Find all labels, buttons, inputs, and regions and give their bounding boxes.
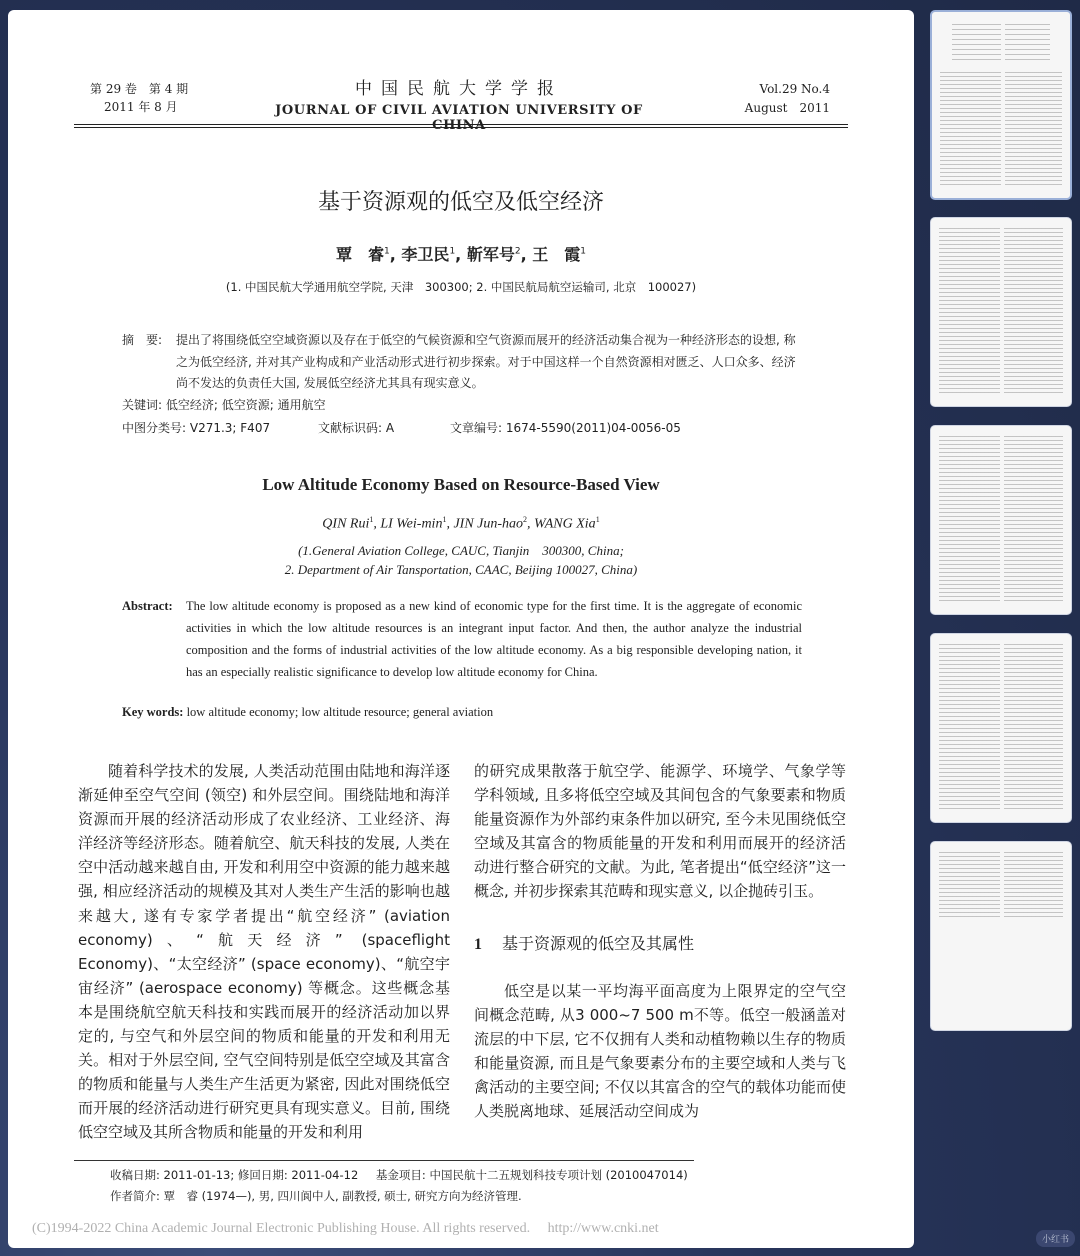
body-paragraph: 的研究成果散落于航空学、能源学、环境学、气象学等学科领域, 且多将低空空域及其间包含的气象要素和物质能量资源作为外部约束条件加以研究, 至今未见围绕低空空域及其富含的物质能量的开发和利用而展开的经济活动进行整合研究的文献。为此, 笔者提出“低空经济”这一概念, 并初步探索其范畴和现实意义, 以企抛砖引玉。 xyxy=(474,762,846,901)
clc-number: 中图分类号: V271.3; F407 xyxy=(122,421,271,435)
thumbnail-column-gap xyxy=(1001,22,1005,188)
section-number: 1 xyxy=(474,935,482,953)
authors-cn: 覃 睿$^1$, 李卫民$^1$, 靳军号$^2$, 王 霞$^1$ xyxy=(336,245,586,264)
author-bio: 作者简介: 覃 睿 (1974—), 男, 四川阆中人, 副教授, 硕士, 研究方向为经济管理. xyxy=(110,1189,522,1203)
author-sup: 1 xyxy=(442,515,447,524)
author-sup: 1 xyxy=(369,515,374,524)
body-column-right xyxy=(474,759,846,1123)
author-sup: 1 xyxy=(595,515,600,524)
header-rule xyxy=(74,124,848,128)
document-page[interactable] xyxy=(8,10,914,1248)
date-en: August 2011 xyxy=(744,101,830,115)
thumbnail-column-gap xyxy=(1000,436,1004,604)
body-paragraph: 低空是以某一平均海平面高度为上限界定的空气空间概念范畴, 从3 000~7 500 m不等。低空一般涵盖对流层的中下层, 它不仅拥有人类和动植物赖以生存的物质和能量资源, 而且是气象要素分布的主要空域和人类与飞禽活动的主要空间; 不仅以其富含的空气的载体功能而使人类脱离地球、延展活动空间成为 xyxy=(474,981,846,1121)
author-cn: 李卫民 xyxy=(401,245,450,264)
author-en: JIN Jun-hao xyxy=(453,516,524,532)
author-en: QIN Rui xyxy=(322,516,370,532)
affiliation-en-1 xyxy=(8,540,914,559)
section-title: 基于资源观的低空及其属性 xyxy=(502,933,695,953)
thumbnail-page-3[interactable] xyxy=(930,425,1072,615)
date-cn: 2011 年 8 月 xyxy=(104,100,178,114)
affiliation-cn: (1. 中国民航大学通用航空学院, 天津 300300; 2. 中国民航局航空运输司, 北京 100027) xyxy=(225,280,697,294)
abstract-text-en: The low altitude economy is proposed as a new kind of economic type for the first time. It is the aggregate of economic activities in which the low altitude resources is an integrant input factor. And then, the author analyze the industrial composition and the forms of industrial activities of the low altitude economy. As a big responsible developing nation, it has an especially realistic significance to develop low altitude economy for China. xyxy=(186,599,802,679)
author-sup: 1 xyxy=(449,246,456,257)
thumbnail-page-2[interactable] xyxy=(930,217,1072,407)
abstract-cn xyxy=(122,330,802,395)
affil-en-2-text: 2. Department of Air Tansportation, CAAC, Beijing 100027, China) xyxy=(284,562,638,577)
journal-name-cn: 中国民航大学学报 xyxy=(355,79,563,99)
author-en: LI Wei-min xyxy=(380,516,443,532)
thumbnail-page-4[interactable] xyxy=(930,633,1072,823)
abstract-text-cn: 提出了将围绕低空空域资源以及存在于低空的气候资源和空气资源而展开的经济活动集合视为一种经济形态的设想, 称之为低空经济, 并对其产业构成和产业活动形式进行初步探索。对于中国这样一个自然资源相对匮乏、人口众多、经济尚不发达的负责任大国, 发展低空经济尤其具有现实意义。 xyxy=(176,333,796,390)
thumbnail-page-1[interactable] xyxy=(930,10,1072,200)
keywords-cn-text: 关键词: 低空经济; 低空资源; 通用航空 xyxy=(122,398,326,412)
article-title-en: Low Altitude Economy Based on Resource-Based View xyxy=(262,475,660,494)
keywords-en xyxy=(122,705,493,720)
abstract-label-cn: 摘 要: xyxy=(122,333,163,347)
authors-en: QIN Rui$^1$, LI Wei-$\min^1$, JIN Jun-hao$^2$, WANG Xia$^1$ xyxy=(322,515,600,532)
author-cn: 靳军号 xyxy=(466,245,515,264)
document-code: 文献标识码: A xyxy=(318,421,395,435)
keywords-en-text: low altitude economy; low altitude resource; general aviation xyxy=(186,705,494,719)
affil-en-1-text: (1.General Aviation College, CAUC, Tianjin 300300, China; xyxy=(298,543,624,558)
thumbnail-column-gap xyxy=(1000,644,1004,812)
abstract-en xyxy=(122,595,802,683)
author-cn: 覃 睿 xyxy=(336,245,385,264)
fund-project: 基金项目: 中国民航十二五规划科技专项计划 (2010047014) xyxy=(375,1168,688,1182)
author-cn: 王 霞 xyxy=(532,245,581,264)
article-title-cn: 基于资源观的低空及低空经济 xyxy=(317,190,604,215)
footnote-author xyxy=(110,1188,522,1204)
body-column-left xyxy=(78,759,450,1145)
header-volume-en xyxy=(745,80,830,118)
author-sup: 1 xyxy=(384,246,390,257)
footnote-rule xyxy=(74,1160,694,1161)
journal-name-en: JOURNAL OF CIVIL AVIATION UNIVERSITY OF CHINA xyxy=(275,103,643,133)
received-dates: 收稿日期: 2011-01-13; 修回日期: 2011-04-12 xyxy=(110,1168,359,1182)
author-sup: 2 xyxy=(514,246,521,257)
thumbnail-page-5[interactable] xyxy=(930,841,1072,1031)
volume-issue-en: Vol.29 No.4 xyxy=(759,82,830,96)
article-number: 文章编号: 1674-5590(2011)04-0056-05 xyxy=(450,421,681,435)
abstract-label-en: Abstract: xyxy=(122,599,173,613)
footnote-dates xyxy=(110,1167,688,1183)
volume-issue-cn: 第 29 卷 第 4 期 xyxy=(90,82,189,96)
watermark-logo: 小红书 xyxy=(1036,1230,1075,1247)
keywords-label-en: Key words: xyxy=(122,705,184,719)
body-paragraph: 随着科学技术的发展, 人类活动范围由陆地和海洋逐渐延伸至空气空间 (领空) 和外层空间。围绕陆地和海洋资源而开展的经济活动形成了农业经济、工业经济、海洋经济等经济形态。随着航空、航天科技的发展, 人类在空中活动越来越自由, 开发和利用空中资源的能力越来越强, 相应经济活动的规模及其对人类生产生活的影响也越来越大, 遂有专家学者提出“航空经济” (aviation economy)、“航天经济” (spaceflight Economy)、“太空经济” (space economy)、“航空宇宙经济” (aerospace economy) 等概念。这些概念基本是围绕航空航天科技和实践而展开的经济活动加以界定的, 与空气和外层空间的物质和能量的开发和利用无关。相对于外层空间, 空气空间特别是低空空域及其富含的物质和能量与人类生产生活更为紧密, 因此对围绕低空而开展的经济活动进行研究更具有现实意义。目前, 围绕低空空域及其所含物质和能量的开发和利用 xyxy=(78,762,450,1142)
affiliation-en-2 xyxy=(8,562,914,578)
author-sup: 1 xyxy=(580,246,586,257)
author-sup: 2 xyxy=(523,515,528,524)
header-volume-cn xyxy=(90,80,188,116)
thumbnail-column-gap xyxy=(1000,852,1004,1020)
thumbnail-column-gap xyxy=(1000,228,1004,396)
author-en: WANG Xia xyxy=(534,516,596,532)
copyright-line: (C)1994-2022 China Academic Journal Electronic Publishing House. All rights reserved. http://www.cnki.net xyxy=(32,1221,659,1236)
section-heading xyxy=(474,932,846,957)
